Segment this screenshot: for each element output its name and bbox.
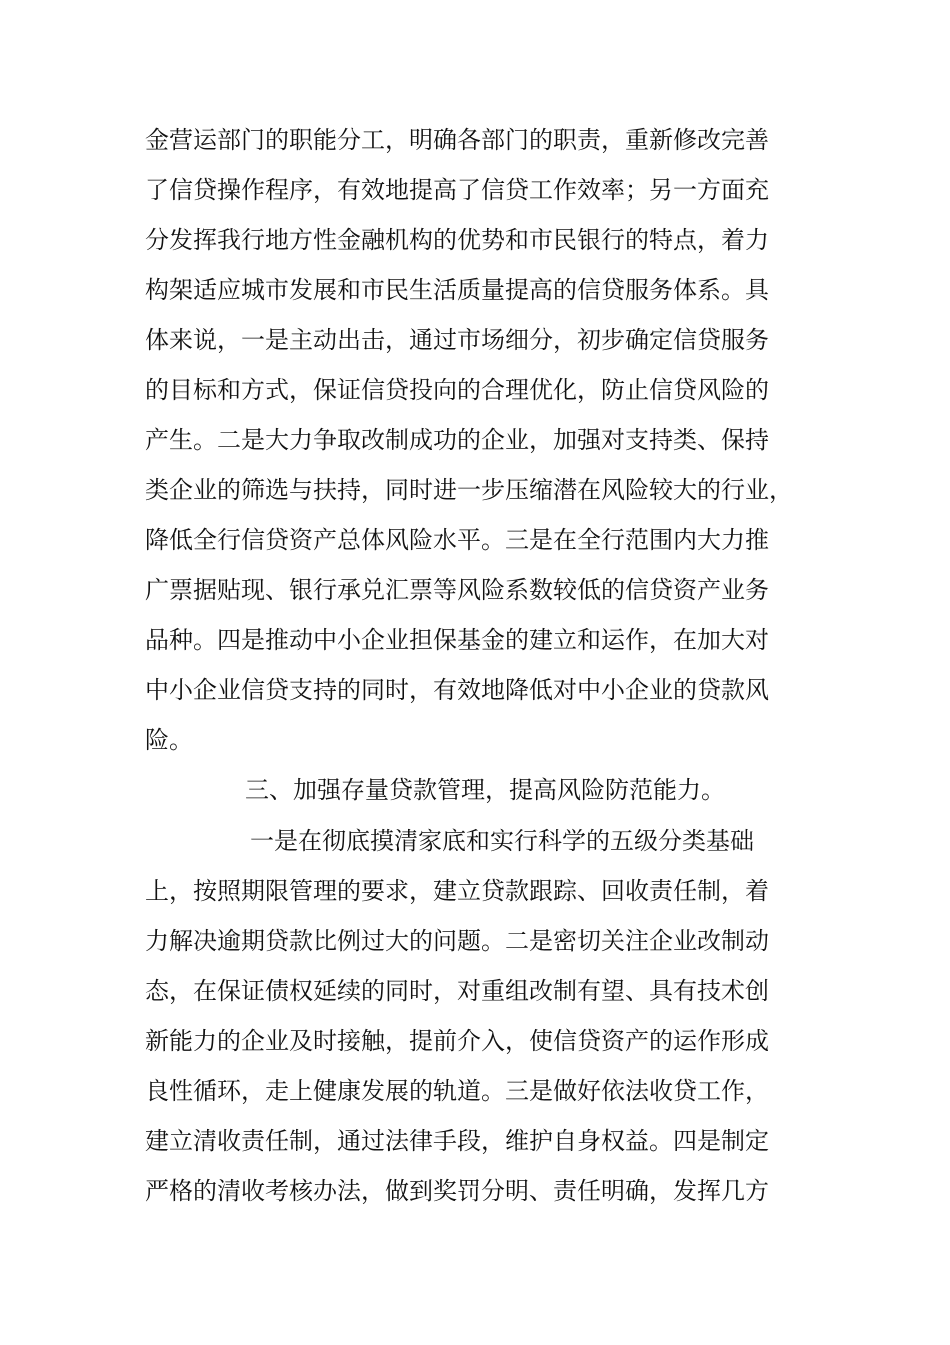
text-line: 态，在保证债权延续的同时，对重组改制有望、具有技术创 [145,977,769,1005]
text-line: 体来说，一是主动出击，通过市场细分，初步确定信贷服务 [145,326,769,354]
text-line: 品种。四是推动中小企业担保基金的建立和运作，在加大对 [145,626,769,654]
text-line: 险。 [145,726,193,754]
text-line: 新能力的企业及时接触，提前介入，使信贷资产的运作形成 [145,1027,769,1055]
text-line: 金营运部门的职能分工，明确各部门的职责，重新修改完善 [145,126,769,154]
text-line: 了信贷操作程序，有效地提高了信贷工作效率；另一方面充 [145,176,769,204]
text-line: 良性循环，走上健康发展的轨道。三是做好依法收贷工作， [145,1077,769,1105]
text-line: 的目标和方式，保证信贷投向的合理优化，防止信贷风险的 [145,376,769,404]
text-line: 广票据贴现、银行承兑汇票等风险系数较低的信贷资产业务 [145,576,769,604]
text-line: 建立清收责任制，通过法律手段，维护自身权益。四是制定 [145,1127,769,1155]
text-line: 降低全行信贷资产总体风险水平。三是在全行范围内大力推 [145,526,769,554]
text-line: 力解决逾期贷款比例过大的问题。二是密切关注企业改制动 [145,927,769,955]
text-line: 一是在彻底摸清家底和实行科学的五级分类基础 [250,827,754,855]
text-line: 中小企业信贷支持的同时，有效地降低对中小企业的贷款风 [145,676,769,704]
text-line: 严格的清收考核办法，做到奖罚分明、责任明确，发挥几方 [145,1177,769,1205]
text-line: 分发挥我行地方性金融机构的优势和市民银行的特点，着力 [145,226,769,254]
section-heading: 三、加强存量贷款管理，提高风险防范能力。 [245,776,725,804]
text-line: 类企业的筛选与扶持，同时进一步压缩潜在风险较大的行业， [145,476,793,504]
text-line: 产生。二是大力争取改制成功的企业，加强对支持类、保持 [145,426,769,454]
text-line: 上，按照期限管理的要求，建立贷款跟踪、回收责任制，着 [145,877,769,905]
text-line: 构架适应城市发展和市民生活质量提高的信贷服务体系。具 [145,276,769,304]
